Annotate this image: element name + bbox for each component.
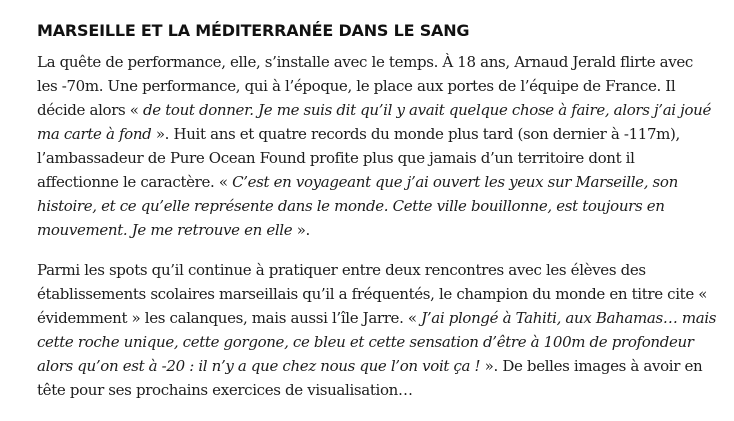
paragraph-1 <box>37 50 717 242</box>
quote-run: J’ai plongé à Tahiti, aux Bahamas… mais cette roche unique, cette gorgone, ce bleu et cette sensation d’être à 100m de profondeur alors qu’on est à -20 : il n’y a que chez nous que l’on voit ça ! <box>37 309 717 375</box>
text-run: ». Huit ans et quatre records du monde plus tard (son dernier à -117m), l’ambassadeur de Pure Ocean Found profite plus que jamais d’un territoire dont il affectionne le caractère. « <box>37 125 680 191</box>
text-run: Parmi les spots qu’il continue à pratiquer entre deux rencontres avec les élèves des établissements scolaires marseillais qu’il a fréquentés, le champion du monde en titre cite « évidemment » les calanques, mais aussi l’île Jarre. « <box>37 261 708 327</box>
article <box>37 18 717 418</box>
quote-run: de tout donner. Je me suis dit qu’il y avait quelque chose à faire, alors j’ai joué ma carte à fond <box>37 101 711 143</box>
section-heading: MARSEILLE ET LA MÉDITERRANÉE DANS LE SANG <box>37 21 470 40</box>
text-run: ». De belles images à avoir en tête pour ses prochains exercices de visualisation… <box>37 357 703 399</box>
text-run: ». <box>292 221 310 239</box>
text-run: La quête de performance, elle, s’installe avec le temps. À 18 ans, Arnaud Jerald flirte avec les -70m. Une performance, qui à l’époque, le place aux portes de l’équipe de France. Il décide alors « <box>37 53 693 119</box>
quote-run: C’est en voyageant que j’ai ouvert les yeux sur Marseille, son histoire, et ce qu’elle représente dans le monde. Cette ville bouillonne, est toujours en mouvement. Je me retrouve en elle <box>37 173 678 239</box>
paragraph-2 <box>37 258 717 402</box>
